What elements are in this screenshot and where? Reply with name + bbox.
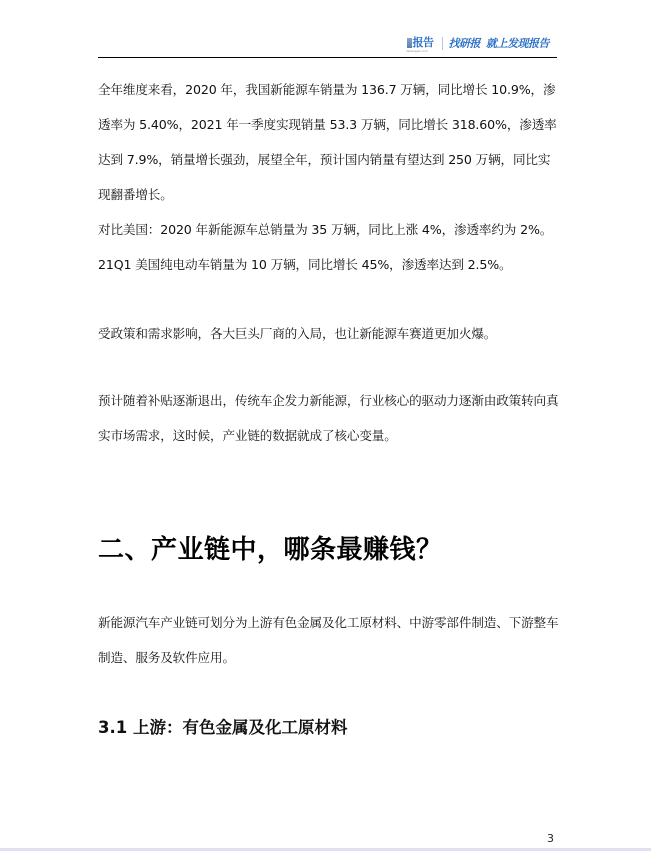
logo-mark-icon [407, 38, 412, 48]
page-number: 3 [547, 832, 554, 845]
page-header [98, 0, 557, 59]
logo-subtext: fxbaogao.com [406, 49, 428, 53]
paragraph-policy-demand: 受政策和需求影响，各大巨头厂商的入局，也让新能源车赛道更加火爆。 [98, 326, 497, 341]
slogan-part: 就上发现报告 [486, 37, 549, 50]
brand-banner[interactable] [407, 35, 550, 51]
brand-divider [442, 37, 443, 50]
paragraph-chain-intro: 新能源汽车产业链可划分为上游有色金属及化工原材料、中游零部件制造、下游整车制造、服务及软件应用。 [98, 615, 559, 665]
brand-slogan [449, 35, 550, 51]
slogan-part: 找研报 [448, 37, 480, 50]
subsection-heading: 3.1 上游：有色金属及化工原材料 [98, 718, 348, 737]
brand-logo [406, 36, 434, 53]
paragraph-us-comparison: 对比美国：2020 年新能源车总销量为 35 万辆，同比上涨 4%，渗透率约为 2%。21Q1 美国纯电动车销量为 10 万辆，同比增长 45%，渗透率达到 2.5%。 [98, 222, 553, 272]
header-divider [98, 57, 557, 58]
paragraph-outlook: 预计随着补贴逐渐退出，传统车企发力新能源，行业核心的驱动力逐渐由政策转向真实市场需求，这时候，产业链的数据就成了核心变量。 [98, 393, 559, 443]
paragraph-china-sales: 全年维度来看，2020 年，我国新能源车销量为 136.7 万辆，同比增长 10.9%，渗透率为 5.40%，2021 年一季度实现销量 53.3 万辆，同比增长 318.60%，渗透率达到 7.9%，销量增长强劲，展望全年，预计国内销量有望达到 250 万辆，同比实现翻番增长。 [98, 82, 557, 202]
section-heading: 二、产业链中，哪条最赚钱？ [98, 535, 443, 565]
logo-text: 报告 [412, 36, 434, 49]
